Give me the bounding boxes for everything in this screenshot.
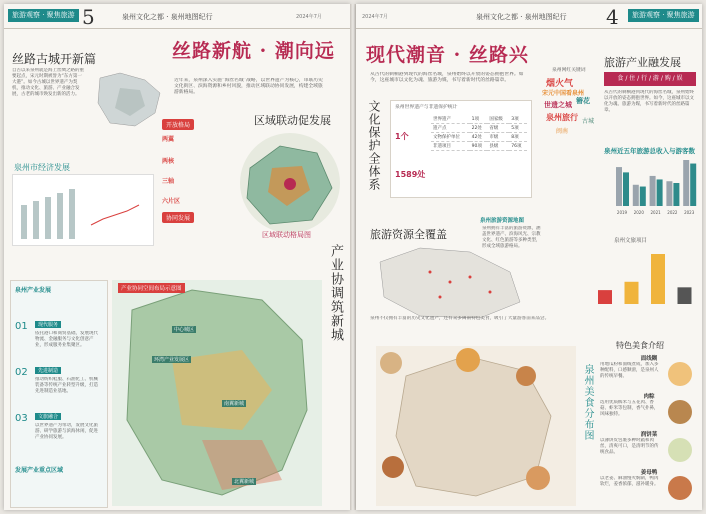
- chart-bar: [657, 179, 663, 206]
- list-item: [15, 321, 103, 367]
- map-note: 泉州拥有丰富的旅游资源，涵盖世界遗产、滨海风光、宗教文化、红色旅游等多种类型，形成全域旅游格局。: [482, 226, 541, 249]
- item-label: 文旅融合: [35, 413, 61, 420]
- list-item: [15, 367, 103, 413]
- stats-caption: 泉州世界遗产与非遗保护统计: [395, 105, 458, 110]
- page-number: 4: [606, 5, 619, 29]
- tick-label: 2023: [684, 210, 695, 215]
- header-name: 泉州文化之都 · 泉州地图纪行: [476, 13, 567, 21]
- section-text: 自古以来泉州就是海上丝绸之路的重要起点，宋元时期被誉为“东方第一大港”。如今古城以世界遗产为契机，推动文化、旅游、产业融合发展，古老的城市焕发出新的活力。: [12, 68, 84, 97]
- header-tag: 旅游观察 · 聚焦旅游: [8, 9, 79, 22]
- industry-banner: 食 / 住 / 行 / 游 / 购 / 娱: [604, 72, 696, 86]
- food-name: 姜母鸭: [640, 470, 658, 476]
- map-title: 泉州旅游资源地图: [480, 218, 525, 224]
- sub-heading: 六片区: [162, 198, 181, 205]
- header-tag: 旅游观察 · 聚焦旅游: [628, 9, 699, 22]
- table-row: 文物保护单位 42处 市级 8项: [431, 133, 527, 142]
- food-photo: [668, 362, 692, 386]
- chart-bar: [616, 167, 622, 206]
- vertical-title: 文化保护全体系: [367, 100, 381, 191]
- food-photo: [668, 476, 692, 500]
- food-list: [600, 354, 698, 506]
- left-header: [4, 4, 350, 29]
- chart-bar: [651, 254, 665, 304]
- item-text: 依托港口和商贸基础，发展现代物流、金融服务与文化创意产业，形成服务业集聚区。: [35, 331, 98, 348]
- chart-bar: [666, 181, 672, 206]
- big-stat: 1个: [395, 132, 409, 141]
- header-date: 2024年7月: [362, 14, 388, 20]
- chart-bar: [625, 282, 639, 304]
- right-page: [356, 4, 702, 510]
- chart-bar: [673, 183, 679, 206]
- list-item: [600, 392, 698, 430]
- item-text: 以世界遗产为带动，发展文化旅游、研学旅游与滨海休闲，促进产业协同发展。: [35, 423, 98, 440]
- section-title: 丝路古城开新篇: [12, 52, 97, 66]
- page-number: 5: [82, 5, 95, 29]
- tick-label: 2020: [633, 210, 644, 215]
- list-item: [600, 430, 698, 468]
- chart-bar: [650, 176, 656, 206]
- industry-map: [112, 280, 322, 506]
- project-bar-chart: [592, 248, 698, 308]
- vertical-title: 产业协调筑新城: [328, 244, 343, 342]
- map-title: 产业协同空间布局示意图: [118, 283, 185, 293]
- section-title: 旅游资源全覆盖: [370, 228, 447, 241]
- chart-bar: [623, 172, 629, 206]
- food-photo: [668, 438, 692, 462]
- list-item: [600, 354, 698, 392]
- table-row: 遗产点 22处 省级 5项: [431, 124, 527, 133]
- food-name: 肉粽: [643, 394, 655, 400]
- section-title: 区域联动促发展: [254, 114, 331, 127]
- industry-list: [15, 321, 103, 459]
- sub-heading: 三轴: [162, 178, 175, 185]
- food-photo: [456, 348, 480, 372]
- food-name: 面线糊: [640, 356, 658, 362]
- big-stat: 1589处: [395, 170, 426, 179]
- food-text: 以薄饼皮包裹多种时蔬和肉丝，清爽可口，是清明节的传统食品。: [600, 438, 659, 455]
- chart-bar: [640, 187, 646, 206]
- item-label: 现代服务: [35, 321, 61, 328]
- food-photo: [380, 352, 402, 374]
- pill-label: 协同发展: [162, 212, 194, 223]
- header-name: 泉州文化之都 · 泉州地图纪行: [122, 13, 213, 21]
- map-label: 南翼新城: [224, 401, 245, 407]
- item-number: 02: [15, 367, 28, 378]
- map-label: 北翼新城: [234, 479, 255, 485]
- chart-bar: [690, 164, 696, 206]
- map-label: 中心城区: [174, 327, 195, 333]
- item-number: 01: [15, 321, 28, 332]
- chart-bar: [683, 160, 689, 206]
- chart-bar: [678, 287, 692, 304]
- item-text: 推动纺织鞋服、石油化工、机械装备等传统产业转型升级，打造先进制造业基地。: [35, 377, 98, 394]
- food-photo: [516, 366, 536, 386]
- food-photo: [668, 400, 692, 424]
- industry-panel: [10, 280, 108, 508]
- stats-table: [431, 115, 527, 151]
- item-number: 03: [15, 413, 28, 424]
- section-title: 特色美食介绍: [616, 341, 664, 350]
- food-photo: [526, 466, 550, 490]
- vertical-title: 泉州美食分布图: [582, 364, 593, 441]
- intro-text: 从古代的刺桐港到现代的海丝名城，泉州始终以开放的姿态拥抱世界。如今，这座城市以文化为魂、旅游为媒，书写着新时代的丝路篇章。: [370, 72, 524, 83]
- chart-bar: [633, 185, 639, 206]
- word-cloud: 烟火气 宋元中国看泉州 簪花 世遗之城 泉州旅行 古城 闽南: [542, 79, 595, 135]
- header-date: 2024年7月: [296, 14, 322, 20]
- table-row: 世界遗产 1项 国家级 3项: [431, 115, 527, 124]
- food-photo: [382, 456, 404, 478]
- left-page: [4, 4, 350, 510]
- intro-text: 近年来，泉州深入实施“海丝名城”战略，以世界遗产为核心，串联历史文化街区、滨海资源和乡村风貌，推动区域联动协同发展，构建全域旅游新格局。: [174, 78, 323, 95]
- city-map: [90, 68, 168, 132]
- economy-chart: [12, 174, 154, 246]
- map-caption: 区域联动格局图: [262, 231, 311, 239]
- item-label: 先进制造: [35, 367, 61, 374]
- panel-title: 泉州产业发展: [15, 287, 52, 294]
- right-header: [356, 4, 702, 29]
- stats-panel: [390, 100, 532, 198]
- list-item: [600, 468, 698, 506]
- food-text: 以老姜、麻油慢火焖制，鸭肉软烂，姜香浓郁，滋补暖身。: [600, 476, 659, 487]
- table-row: 非遗项目 90项 县级 76项: [431, 142, 527, 151]
- map-label: 环湾产业发展区: [154, 357, 190, 363]
- word-cloud-title: 泉州网红关键词: [552, 68, 586, 73]
- bottom-note: 泉州不仅拥有丰富的历史文化遗产，还有众多闽南特色美食，吸引了大量游客前来品尝。: [370, 316, 550, 321]
- region-map: [232, 128, 348, 238]
- tick-label: 2022: [667, 210, 678, 215]
- chart-title: 泉州近五年旅游总收入与游客数: [604, 147, 695, 155]
- chart-title: 泉州文旅项目: [614, 238, 648, 244]
- section-title: 泉州市经济发展: [14, 163, 70, 172]
- food-text: 选用优质糯米与五花肉、香菇、虾米等包制，香气扑鼻，风味独特。: [600, 400, 659, 417]
- food-text: 用地瓜粉和面线煮成，加入多种配料，口感顺滑，是泉州人的传统早餐。: [600, 362, 659, 379]
- bottom-title: 发展产业重点区域: [15, 467, 64, 474]
- list-item: [15, 413, 103, 459]
- tick-label: 2019: [616, 210, 628, 215]
- tick-label: 2021: [650, 210, 661, 215]
- page-title: 丝路新航 · 潮向远: [172, 40, 335, 62]
- tourism-bar-chart: [604, 156, 698, 216]
- industry-text: 从古代的刺桐港到现代的海丝名城，泉州始终以开放的姿态拥抱世界。如今，这座城市以文化为魂、旅游为媒，书写着新时代的丝路篇章。: [604, 90, 694, 113]
- sub-heading: 两核: [162, 158, 175, 165]
- sub-heading: 两翼: [162, 136, 175, 143]
- food-name: 润饼菜: [640, 432, 658, 438]
- food-map: [376, 346, 576, 506]
- pill-label: 开放格局: [162, 119, 194, 130]
- section-title: 旅游产业融发展: [604, 56, 681, 69]
- page-title: 现代潮音 · 丝路兴: [366, 44, 529, 66]
- chart-bar: [598, 290, 612, 304]
